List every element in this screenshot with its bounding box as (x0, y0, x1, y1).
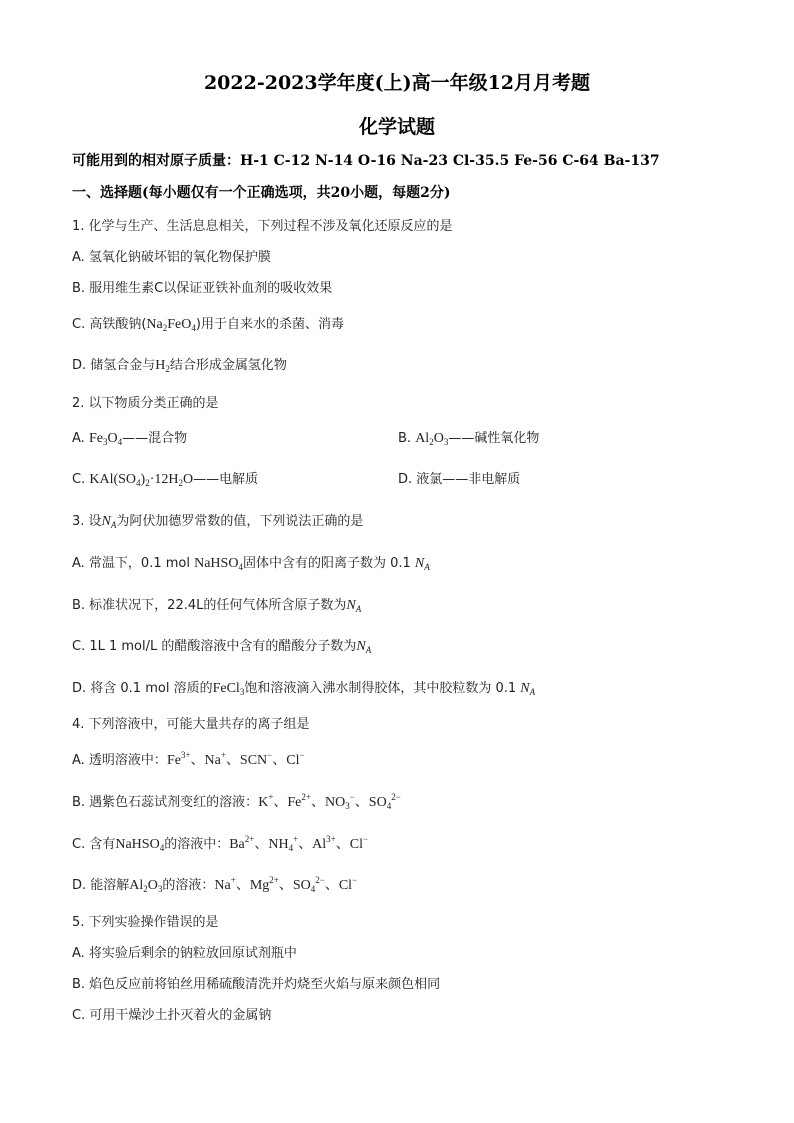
q1-option-c-suffix: )用于自来水的杀菌、消毒 (195, 317, 344, 332)
q2-option-a-prefix: A. (72, 431, 89, 446)
q1-option-d-prefix: D. 储氢合金与 (72, 358, 156, 373)
atomic-masses-line: 可能用到的相对原子质量：H-1 C-12 N-14 O-16 Na-23 Cl-35.5 Fe-56 C-64 Ba-137 (72, 153, 660, 169)
q4-option-c-prefix: C. 含有 (72, 837, 116, 852)
symbol-na: $N_A$ (414, 556, 430, 572)
q2-option-c-prefix: C. (72, 472, 90, 487)
q2-option-c (72, 468, 258, 488)
q4-option-b-prefix: B. 遇紫色石蕊试剂变红的溶液： (72, 795, 259, 810)
formula-al2o3: $Al_2O_3$ (129, 878, 163, 894)
q4-option-a (72, 749, 305, 769)
symbol-na: $N_A$ (346, 598, 362, 614)
q4-option-b (72, 791, 401, 811)
q4-option-c-mid: 的溶液中： (164, 837, 230, 852)
q1-option-d (72, 354, 287, 374)
q1-option-d-suffix: 结合形成金属氢化物 (169, 358, 287, 373)
q4-option-c (72, 833, 368, 853)
ion-list-c: $Ba^{2+}$、$NH_4^+$、$Al^{3+}$、Cl− (229, 834, 369, 853)
q3-option-c (72, 635, 371, 655)
symbol-na: $N_A$ (520, 681, 536, 697)
ion-list-d: Na+、$Mg^{2+}$、$SO_4^{2-}$、Cl− (214, 875, 358, 894)
formula-h2: $H_2$ (155, 358, 170, 374)
ion-list-b: K+、$Fe^{2+}$、$NO_3^-$、$SO_4^{2-}$ (258, 792, 401, 811)
ion-list-a: $Fe^{3+}$、Na+、SCN−、Cl− (166, 750, 305, 768)
q2-option-d: D. 液氯——非电解质 (398, 472, 521, 487)
q5-stem: 5. 下列实验操作错误的是 (72, 915, 219, 930)
q3-option-b-prefix: B. 标准状况下，22.4L的任何气体所含原子数为 (72, 598, 347, 613)
q1-option-c-prefix: C. 高铁酸钠( (72, 317, 147, 332)
q1-option-b: B. 服用维生素C以保证亚铁补血剂的吸收效果 (72, 281, 333, 296)
q3-stem-suffix: 为阿伏加德罗常数的值，下列说法正确的是 (116, 514, 364, 529)
q4-stem: 4. 下列溶液中，可能大量共存的离子组是 (72, 717, 310, 732)
symbol-na: $N_A$ (356, 639, 372, 655)
q5-option-a: A. 将实验后剩余的钠粒放回原试剂瓶中 (72, 946, 297, 961)
q3-option-d-mid: 饱和溶液滴入沸水制得胶体，其中胶粒数为 0.1 (244, 681, 521, 696)
q4-option-a-prefix: A. 透明溶液中： (72, 753, 167, 768)
formula-na2feo4: $Na_2FeO_4$ (146, 317, 196, 333)
q4-option-d-mid: 的溶液： (162, 878, 215, 893)
formula-fecl3: FeCl$_3$ (212, 681, 245, 697)
formula-fe3o4: $Fe_3O_4$ (88, 431, 123, 447)
q1-option-a: A. 氢氧化钠破坏铝的氧化物保护膜 (72, 250, 271, 265)
formula-alum: $KAl(SO_4)_2\cdot 12H_2O$ (89, 472, 194, 488)
q2-option-b-suffix: ——碱性氧化物 (448, 431, 540, 446)
q2-option-a (72, 427, 187, 447)
formula-al2o3: $Al_2O_3$ (415, 431, 449, 447)
section-one-heading: 一、选择题(每小题仅有一个正确选项，共20小题，每题2分) (72, 185, 451, 201)
q5-option-b: B. 焰色反应前将铂丝用稀硫酸清洗并灼烧至火焰与原来颜色相同 (72, 977, 441, 992)
q1-option-c (72, 313, 344, 333)
q2-option-b-prefix: B. (398, 431, 416, 446)
q4-option-d (72, 874, 357, 894)
q2-option-a-suffix: ——混合物 (122, 431, 188, 446)
formula-nahso4: NaHSO$_4$ (194, 556, 243, 572)
q3-option-a (72, 552, 430, 572)
q3-option-b (72, 594, 361, 614)
q3-option-d-prefix: D. 将含 0.1 mol 溶质的 (72, 681, 213, 696)
exam-title: 2022-2023学年度(上)高一年级12月月考题 (203, 72, 591, 94)
q3-option-a-prefix: A. 常温下，0.1 mol (72, 556, 195, 571)
q3-option-d (72, 677, 535, 697)
q2-option-c-suffix: ——电解质 (193, 472, 259, 487)
symbol-na: $N_A$ (101, 514, 117, 530)
q3-stem (72, 510, 363, 530)
q4-option-d-prefix: D. 能溶解 (72, 878, 130, 893)
exam-subtitle: 化学试题 (358, 116, 435, 138)
q2-option-b (398, 427, 539, 447)
q5-option-c: C. 可用干燥沙土扑灭着火的金属钠 (72, 1008, 272, 1023)
q1-stem: 1. 化学与生产、生活息息相关，下列过程不涉及氧化还原反应的是 (72, 219, 453, 234)
formula-nahso4: NaHSO$_4$ (115, 837, 165, 853)
q3-option-a-mid: 固体中含有的阳离子数为 0.1 (242, 556, 415, 571)
q3-stem-prefix: 3. 设 (72, 514, 102, 529)
q2-stem: 2. 以下物质分类正确的是 (72, 396, 219, 411)
q3-option-c-prefix: C. 1L 1 mol/L 的醋酸溶液中含有的醋酸分子数为 (72, 639, 357, 654)
